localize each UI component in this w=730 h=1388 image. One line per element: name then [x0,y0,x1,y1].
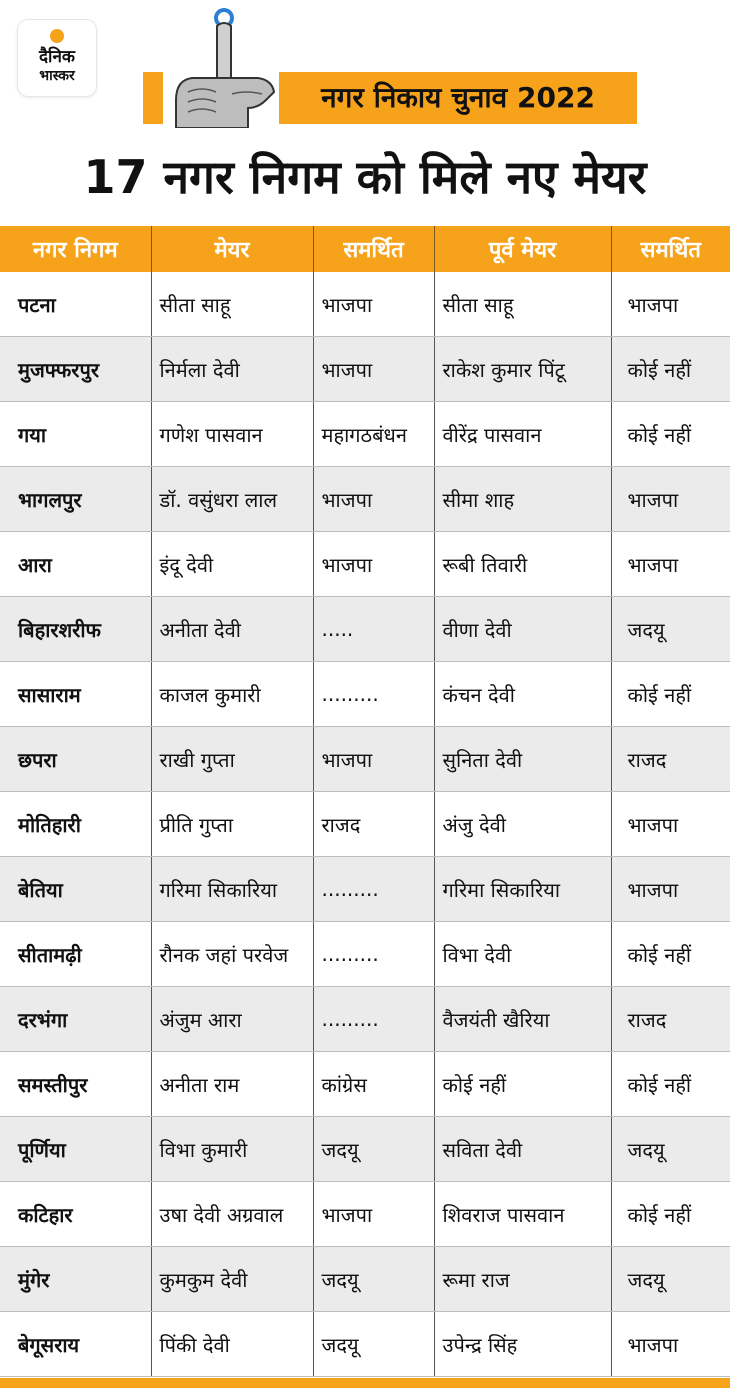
cell-former-supported: भाजपा [611,532,730,597]
table-row [0,1247,730,1312]
table-row [0,1182,730,1247]
cell-former-supported: कोई नहीं [611,922,730,987]
cell-former-supported: राजद [611,727,730,792]
table-row [0,1117,730,1182]
cell-former-supported: भाजपा [611,272,730,337]
cell-former-supported: जदयू [611,597,730,662]
cell-supported: ..... [313,597,434,662]
cell-former-mayor: सीता साहू [434,272,611,337]
header [0,0,730,225]
table-row [0,987,730,1052]
cell-city: पूर्णिया [0,1117,151,1182]
cell-supported: ......... [313,857,434,922]
cell-former-supported: राजद [611,987,730,1052]
cell-former-mayor: उपेन्द्र सिंह [434,1312,611,1377]
cell-supported: राजद [313,792,434,857]
cell-city: सीतामढ़ी [0,922,151,987]
cell-mayor: अंजुम आरा [151,987,313,1052]
cell-mayor: कुमकुम देवी [151,1247,313,1312]
cell-former-mayor: सीमा शाह [434,467,611,532]
cell-city: समस्तीपुर [0,1052,151,1117]
table-row [0,857,730,922]
cell-former-mayor: कंचन देवी [434,662,611,727]
cell-former-mayor: वीरेंद्र पासवान [434,402,611,467]
cell-mayor: राखी गुप्ता [151,727,313,792]
cell-former-mayor: राकेश कुमार पिंटू [434,337,611,402]
cell-supported: भाजपा [313,532,434,597]
cell-mayor: काजल कुमारी [151,662,313,727]
mayor-table [0,226,730,1377]
cell-supported: भाजपा [313,1182,434,1247]
cell-former-mayor: विभा देवी [434,922,611,987]
cell-former-mayor: अंजु देवी [434,792,611,857]
cell-supported: भाजपा [313,337,434,402]
cell-mayor: उषा देवी अग्रवाल [151,1182,313,1247]
cell-former-supported: भाजपा [611,857,730,922]
cell-city: छपरा [0,727,151,792]
table-row [0,467,730,532]
table-row [0,922,730,987]
cell-city: मोतिहारी [0,792,151,857]
cell-former-mayor: वैजयंती खैरिया [434,987,611,1052]
header-mayor: मेयर [151,226,313,272]
cell-supported: जदयू [313,1312,434,1377]
cell-city: आरा [0,532,151,597]
cell-mayor: निर्मला देवी [151,337,313,402]
cell-mayor: अनीता राम [151,1052,313,1117]
header-supported: समर्थित [313,226,434,272]
cell-city: गया [0,402,151,467]
cell-former-mayor: शिवराज पासवान [434,1182,611,1247]
dainik-bhaskar-logo [18,20,96,96]
cell-mayor: अनीता देवी [151,597,313,662]
cell-supported: कांग्रेस [313,1052,434,1117]
cell-supported: भाजपा [313,727,434,792]
table-row [0,792,730,857]
cell-mayor: सीता साहू [151,272,313,337]
table-row [0,1052,730,1117]
election-banner: नगर निकाय चुनाव 2022 [279,72,637,124]
cell-city: बेगूसराय [0,1312,151,1377]
cell-former-supported: भाजपा [611,1312,730,1377]
header-former-mayor: पूर्व मेयर [434,226,611,272]
cell-mayor: विभा कुमारी [151,1117,313,1182]
page-title: 17 नगर निगम को मिले नए मेयर [83,150,647,204]
cell-city: सासाराम [0,662,151,727]
cell-city: बिहारशरीफ [0,597,151,662]
table-row [0,402,730,467]
inked-finger-icon [162,4,282,128]
cell-former-mayor: रूबी तिवारी [434,532,611,597]
cell-mayor: पिंकी देवी [151,1312,313,1377]
cell-former-mayor: सुनिता देवी [434,727,611,792]
bottom-accent-strip [0,1378,730,1388]
table-row [0,272,730,337]
table-row [0,597,730,662]
table-row [0,337,730,402]
table-row [0,1312,730,1377]
cell-mayor: डॉ. वसुंधरा लाल [151,467,313,532]
cell-former-mayor: वीणा देवी [434,597,611,662]
cell-city: मुंगेर [0,1247,151,1312]
cell-mayor: गणेश पासवान [151,402,313,467]
logo-text-line1: दैनिक [39,47,75,67]
table-row [0,532,730,597]
cell-former-mayor: गरिमा सिकारिया [434,857,611,922]
cell-former-mayor: सविता देवी [434,1117,611,1182]
table-header-row [0,226,730,272]
cell-supported: भाजपा [313,272,434,337]
cell-former-mayor: कोई नहीं [434,1052,611,1117]
cell-supported: जदयू [313,1247,434,1312]
table-row [0,727,730,792]
header-former-supported: समर्थित [611,226,730,272]
cell-mayor: इंदू देवी [151,532,313,597]
cell-city: कटिहार [0,1182,151,1247]
cell-city: मुजफ्फरपुर [0,337,151,402]
cell-former-supported: कोई नहीं [611,337,730,402]
cell-former-supported: कोई नहीं [611,1182,730,1247]
table-row [0,662,730,727]
cell-former-supported: कोई नहीं [611,402,730,467]
cell-supported: ......... [313,987,434,1052]
header-nagar-nigam: नगर निगम [0,226,151,272]
cell-former-supported: कोई नहीं [611,662,730,727]
cell-city: भागलपुर [0,467,151,532]
logo-text-line2: भास्कर [39,68,75,84]
cell-former-mayor: रूमा राज [434,1247,611,1312]
cell-mayor: प्रीति गुप्ता [151,792,313,857]
cell-supported: जदयू [313,1117,434,1182]
cell-former-supported: भाजपा [611,467,730,532]
cell-former-supported: कोई नहीं [611,1052,730,1117]
cell-supported: महागठबंधन [313,402,434,467]
cell-mayor: रौनक जहां परवेज [151,922,313,987]
cell-city: पटना [0,272,151,337]
cell-city: दरभंगा [0,987,151,1052]
cell-former-supported: जदयू [611,1117,730,1182]
sun-icon [50,29,64,43]
cell-former-supported: भाजपा [611,792,730,857]
cell-supported: ......... [313,922,434,987]
cell-supported: भाजपा [313,467,434,532]
cell-mayor: गरिमा सिकारिया [151,857,313,922]
cell-city: बेतिया [0,857,151,922]
cell-supported: ......... [313,662,434,727]
cell-former-supported: जदयू [611,1247,730,1312]
banner-left-bar [143,72,163,124]
